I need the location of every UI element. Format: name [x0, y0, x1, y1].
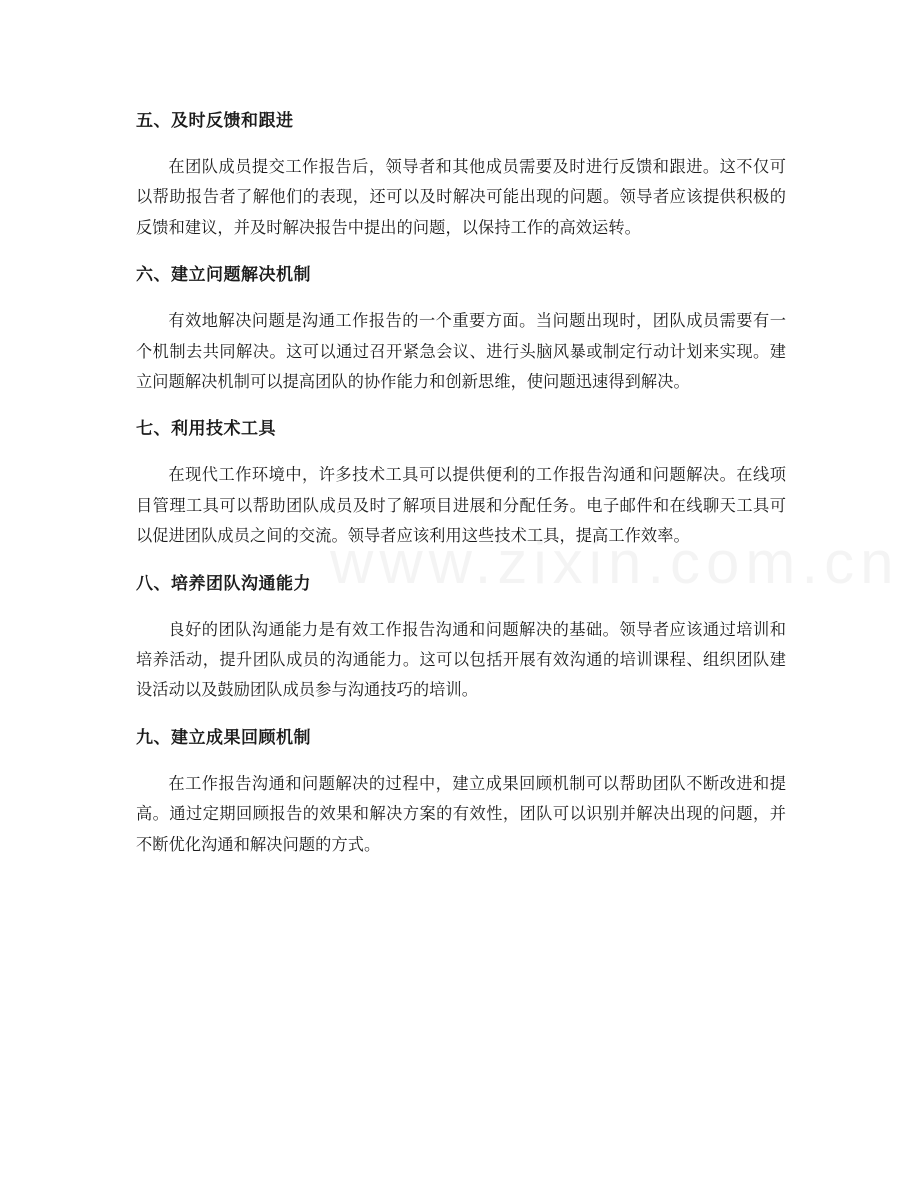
- section-problem-solving: [136, 258, 786, 397]
- section-paragraph: 在团队成员提交工作报告后，领导者和其他成员需要及时进行反馈和跟进。这不仅可以帮助报告者了解他们的表现，还可以及时解决可能出现的问题。领导者应该提供积极的反馈和建议，并及时解决报告中提出的问题，以保持工作的高效运转。: [136, 157, 786, 237]
- section-feedback: [136, 104, 786, 243]
- section-tech-tools: [136, 412, 786, 551]
- section-heading: 五、及时反馈和跟进: [136, 111, 294, 131]
- section-heading: 九、建立成果回顾机制: [136, 727, 311, 748]
- section-paragraph: 良好的团队沟通能力是有效工作报告沟通和问题解决的基础。领导者应该通过培训和培养活动，提升团队成员的沟通能力。这可以包括开展有效沟通的培训课程、组织团队建设活动以及鼓励团队成员参与沟通技巧的培训。: [136, 619, 786, 700]
- document-content: [136, 104, 786, 875]
- section-team-communication: [136, 567, 786, 706]
- section-heading: 六、建立问题解决机制: [136, 265, 311, 286]
- section-paragraph: 有效地解决问题是沟通工作报告的一个重要方面。当问题出现时，团队成员需要有一个机制去共同解决。这可以通过召开紧急会议、进行头脑风暴或制定行动计划来实现。建立问题解决机制可以提高团队的协作能力和创新思维，使问题迅速得到解决。: [136, 311, 786, 392]
- section-heading: 八、培养团队沟通能力: [136, 573, 311, 594]
- section-paragraph: 在工作报告沟通和问题解决的过程中，建立成果回顾机制可以帮助团队不断改进和提高。通过定期回顾报告的效果和解决方案的有效性，团队可以识别并解决出现的问题，并不断优化沟通和解决问题的方式。: [136, 773, 786, 854]
- section-results-review: [136, 721, 786, 860]
- section-paragraph: 在现代工作环境中，许多技术工具可以提供便利的工作报告沟通和问题解决。在线项目管理工具可以帮助团队成员及时了解项目进展和分配任务。电子邮件和在线聊天工具可以促进团队成员之间的交流。领导者应该利用这些技术工具，提高工作效率。: [136, 465, 786, 546]
- section-heading: 七、利用技术工具: [136, 419, 276, 440]
